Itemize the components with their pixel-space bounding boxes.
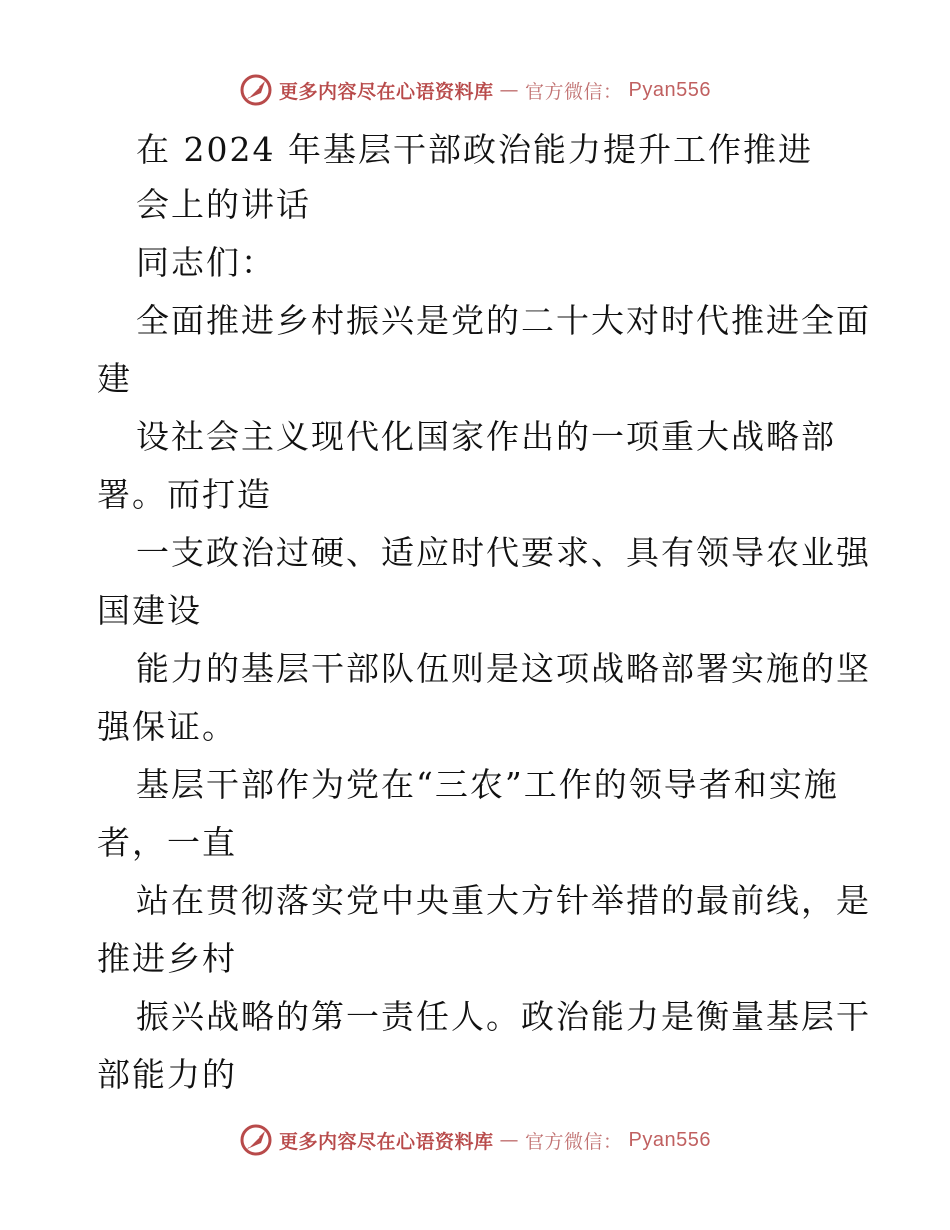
watermark-main-text: 更多内容尽在心语资料库 (279, 1130, 494, 1153)
paragraph-line: 全面推进乡村振兴是党的二十大对时代推进全面 (136, 301, 871, 340)
quill-logo-icon (239, 73, 273, 107)
document-title-line-1: 在 2024 年基层干部政治能力提升工作推进 (136, 130, 813, 169)
quill-logo-icon (239, 1123, 273, 1157)
paragraph-line: 能力的基层干部队伍则是这项战略部署实施的坚 (136, 649, 871, 688)
paragraph-line: 一支政治过硬、适应时代要求、具有领导农业强 (136, 533, 871, 572)
paragraph-line: 基层干部作为党在“三农”工作的领导者和实施 (136, 765, 839, 804)
paragraph-line: 振兴战略的第一责任人。政治能力是衡量基层干 (136, 997, 871, 1036)
paragraph-line: 部能力的 (97, 1055, 237, 1094)
paragraph-line: 强保证。 (97, 707, 237, 746)
paragraph-line: 设社会主义现代化国家作出的一项重大战略部 (136, 417, 836, 456)
footer-watermark (0, 1120, 950, 1160)
watermark-wechat-id: Pyan556 (628, 1128, 711, 1151)
salutation: 同志们： (136, 243, 276, 282)
paragraph-line: 建 (97, 359, 132, 398)
watermark-dash: — (499, 1129, 520, 1151)
paragraph-line: 站在贯彻落实党中央重大方针举措的最前线，是 (136, 881, 871, 920)
watermark-official-label: 官方微信： (525, 1130, 623, 1153)
watermark-official-label: 官方微信： (525, 80, 623, 103)
paragraph-line: 者，一直 (97, 823, 237, 862)
paragraph-line: 国建设 (97, 591, 202, 630)
watermark-wechat-id: Pyan556 (628, 78, 711, 101)
document-title-line-2: 会上的讲话 (136, 185, 311, 224)
paragraph-line: 推进乡村 (97, 939, 237, 978)
watermark-dash: — (499, 79, 520, 101)
watermark-main-text: 更多内容尽在心语资料库 (279, 80, 494, 103)
header-watermark (0, 70, 950, 110)
paragraph-line: 署。而打造 (97, 475, 272, 514)
